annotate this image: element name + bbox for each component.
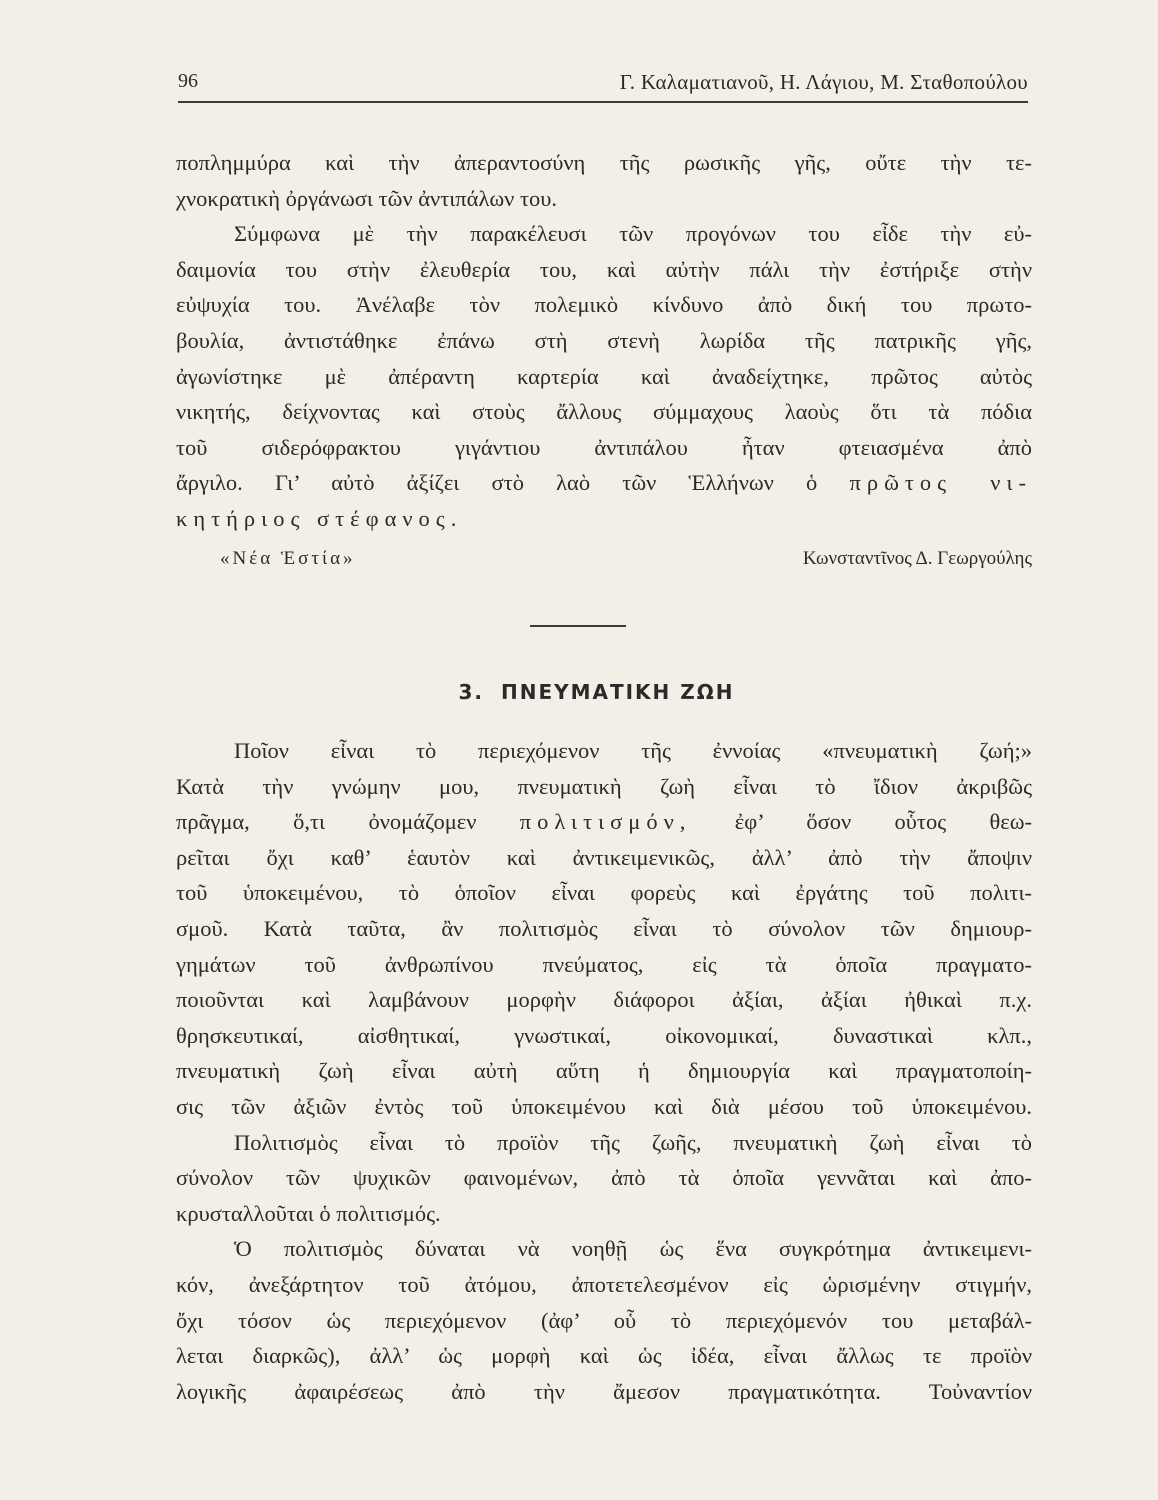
source-citation: «Νέα Ἑστία» [220, 548, 356, 569]
text-line: Κατὰ τὴν γνώμην μου, πνευματικὴ ζωὴ εἶναι τὸ ἴδιον ἀκριβῶς [176, 773, 1032, 799]
text-line: εὐψυχία του. Ἀνέλαβε τὸν πολεμικὸ κίνδυνο ἀπὸ δική του πρωτο- [176, 292, 1032, 318]
text-segment: πρᾶγμα, ὅ,τι ὀνομάζομεν [176, 809, 477, 835]
spaced-emphasis: πρῶτος νι- [849, 470, 1032, 496]
text-line: Πολιτισμὸς εἶναι τὸ προϊὸν τῆς ζωῆς, πνευματικὴ ζωὴ εἶναι τὸ [234, 1129, 1032, 1155]
text-segment: ἄργιλο. Γι’ αὐτὸ ἀξίζει στὸ λαὸ τῶν Ἑλλήνων ὁ [176, 470, 818, 496]
text-line: σις τῶν ἀξιῶν ἐντὸς τοῦ ὑποκειμένου καὶ διὰ μέσου τοῦ ὑποκειμένου. [176, 1093, 1032, 1119]
text-line: Ποῖον εἶναι τὸ περιεχόμενον τῆς ἐννοίας «πνευματικὴ ζωή;» [234, 738, 1032, 763]
page-header [178, 70, 1028, 102]
citation-row [220, 548, 1032, 578]
text-line: Σύμφωνα μὲ τὴν παρακέλευσι τῶν προγόνων του εἶδε τὴν εὐ- [234, 221, 1032, 247]
text-line: γημάτων τοῦ ἀνθρωπίνου πνεύματος, εἰς τὰ ὁποῖα πραγματο- [176, 951, 1032, 977]
text-line: λεται διαρκῶς), ἀλλ’ ὡς μορφὴ καὶ ὡς ἰδέα, εἶναι ἄλλως τε προϊὸν [176, 1343, 1032, 1369]
section-separator [530, 625, 626, 627]
text-line [176, 804, 1032, 840]
text-line: ὄχι τόσον ὡς περιεχόμενον (ἀφ’ οὗ τὸ περιεχόμενόν του μεταβάλ- [176, 1307, 1032, 1333]
text-line [176, 465, 1032, 501]
spaced-emphasis: πολιτισμόν, [519, 809, 692, 835]
text-line: ποπλημμύρα καὶ τὴν ἀπεραντοσύνη τῆς ρωσικῆς γῆς, οὔτε τὴν τε- [176, 150, 1032, 175]
text-line: ποιοῦνται καὶ λαμβάνουν μορφὴν διάφοροι ἀξίαι, ἀξίαι ἠθικαὶ π.χ. [176, 987, 1032, 1013]
text-line: κόν, ἀνεξάρτητον τοῦ ἀτόμου, ἀποτετελεσμένον εἰς ὡρισμένην στιγμήν, [176, 1271, 1032, 1297]
section-title: ΠΝΕΥΜΑΤΙΚΗ ΖΩΗ [500, 680, 735, 704]
text-line [176, 501, 1032, 537]
text-line: τοῦ σιδερόφρακτου γιγάντιου ἀντιπάλου ἦταν φτειασμένα ἀπὸ [176, 434, 1032, 460]
text-line: κρυσταλλοῦται ὁ πολιτισμός. [176, 1200, 441, 1226]
header-rule [178, 101, 1028, 103]
text-line: χνοκρατικὴ ὀργάνωσι τῶν ἀντιπάλων του. [176, 185, 558, 211]
article-1-text [176, 145, 1032, 537]
text-line: νικητής, δείχνοντας καὶ στοὺς ἄλλους σύμμαχους λαοὺς ὅτι τὰ πόδια [176, 399, 1032, 425]
page-number: 96 [178, 70, 198, 92]
section-heading [0, 680, 1158, 704]
text-line: δαιμονία του στὴν ἐλευθερία του, καὶ αὐτὴν πάλι τὴν ἐστήριξε στὴν [176, 256, 1032, 282]
text-line: λογικῆς ἀφαιρέσεως ἀπὸ τὴν ἄμεσον πραγματικότητα. Τοὐναντίον [176, 1378, 1032, 1404]
text-line: σύνολον τῶν ψυχικῶν φαινομένων, ἀπὸ τὰ ὁποῖα γεννᾶται καὶ ἀπο- [176, 1165, 1032, 1191]
text-line: θρησκευτικαί, αἰσθητικαί, γνωστικαί, οἰκονομικαί, δυναστικαὶ κλπ., [176, 1022, 1032, 1048]
text-line: σμοῦ. Κατὰ ταῦτα, ἂν πολιτισμὸς εἶναι τὸ σύνολον τῶν δημιουρ- [176, 915, 1032, 941]
section-number: 3. [458, 680, 484, 704]
text-line: Ὁ πολιτισμὸς δύναται νὰ νοηθῇ ὡς ἕνα συγκρότημα ἀντικειμενι- [234, 1236, 1032, 1262]
text-line: πνευματικὴ ζωὴ εἶναι αὐτὴ αὕτη ἡ δημιουργία καὶ πραγματοποίη- [176, 1058, 1032, 1084]
text-line: ρεῖται ὄχι καθ’ ἑαυτὸν καὶ ἀντικειμενικῶς, ἀλλ’ ἀπὸ τὴν ἄποψιν [176, 844, 1032, 870]
text-segment: ἐφ’ ὅσον οὗτος θεω- [734, 809, 1033, 835]
article-2-text [176, 733, 1032, 1409]
text-line: βουλία, ἀντιστάθηκε ἐπάνω στὴ στενὴ λωρίδα τῆς πατρικῆς γῆς, [176, 327, 1032, 353]
text-line: ἀγωνίστηκε μὲ ἀπέραντη καρτερία καὶ ἀναδείχτηκε, πρῶτος αὐτὸς [176, 363, 1032, 389]
running-head-authors: Γ. Καλαματιανοῦ, Η. Λάγιου, Μ. Σταθοπούλου [619, 70, 1028, 94]
spaced-emphasis: κητήριος στέφανος. [176, 505, 463, 531]
text-line: τοῦ ὑποκειμένου, τὸ ὁποῖον εἶναι φορεὺς καὶ ἐργάτης τοῦ πολιτι- [176, 880, 1032, 906]
author-signature: Κωνσταντῖνος Δ. Γεωργούλης [802, 548, 1032, 569]
